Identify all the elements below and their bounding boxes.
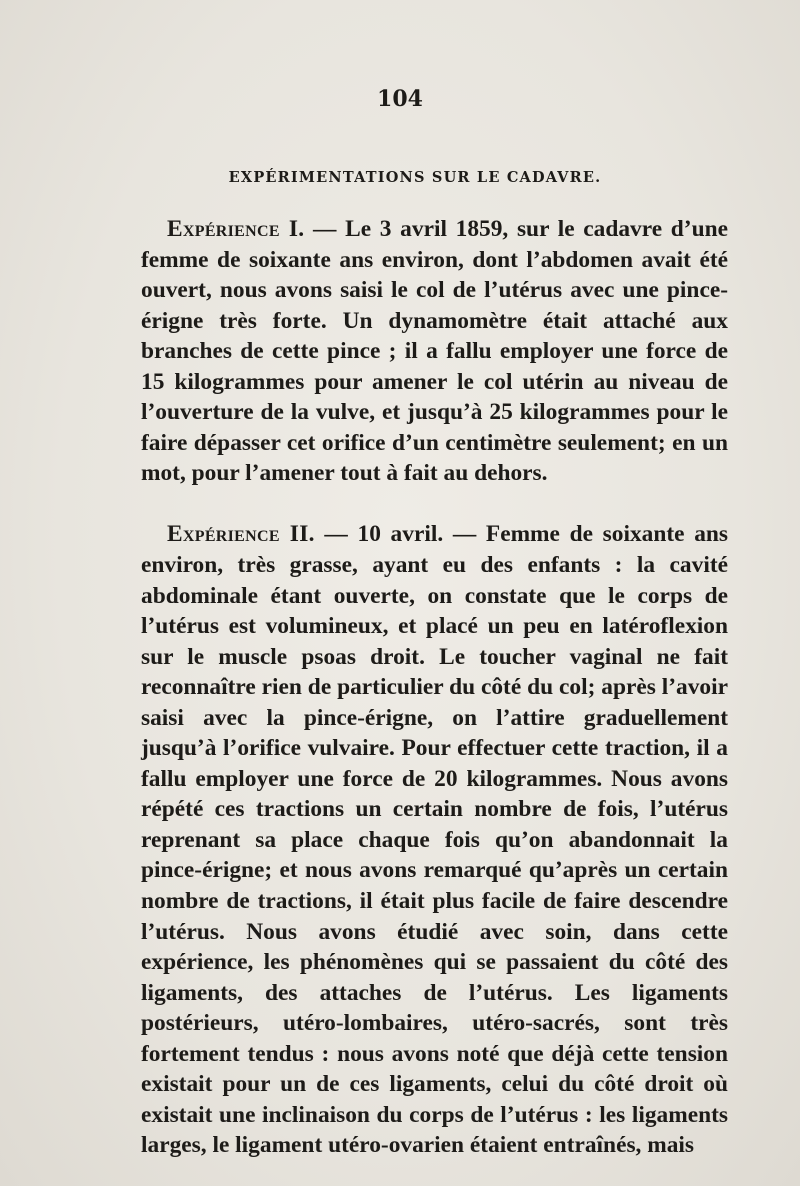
paragraph-text: — 10 avril. — Femme de soixante ans environ, très grasse, ayant eu des enfants : la cavité abdominale étant ouverte, on constate que le corps de l’utérus est volumineux, et placé un peu en latéroflexion sur le muscle psoas droit. Le toucher vaginal ne fait reconnaître rien de particulier du côté du col; après l’avoir saisi avec la pince-érigne, on l’attire graduellement jusqu’à l’orifice vulvaire. Pour effectuer cette traction, il a fallu employer une force de 20 kilogrammes. Nous avons répété ces tractions un certain nombre de fois, l’utérus reprenant sa place chaque fois qu’on abandonnait la pince-érigne; et nous avons remarqué qu’après un certain nombre de tractions, il était plus facile de faire descendre l’utérus. Nous avons étudié avec soin, dans cette expérience, les phénomènes qui se passaient du côté des ligaments, des attaches de l’utérus. Les ligaments postérieurs, utéro-lombaires, utéro-sacrés, sont très fortement tendus : nous avons noté que déjà cette tension existait pour un de ces ligaments, celui du côté droit où existait une inclinaison du corps de l’utérus : les ligaments larges, le ligament utéro-ovarien étaient entraînés, mais xyxy=(141,521,729,1159)
paragraph-experience-2 xyxy=(141,519,728,1160)
body-text xyxy=(141,214,728,1161)
paragraph-text: — Le 3 avril 1859, sur le cadavre d’une femme de soixante ans environ, dont l’abdomen avait été ouvert, nous avons saisi le col de l’utérus avec une pince-érigne très forte. Un dynamomètre était attaché aux branches de cette pince ; il a fallu employer une force de 15 kilogrammes pour amener le col utérin au niveau de l’ouverture de la vulve, et jusqu’à 25 kilogrammes pour le faire dépasser cet orifice d’un centimètre seulement; en un mot, pour l’amener tout à fait au dehors. xyxy=(141,216,728,487)
paragraph-experience-1 xyxy=(141,214,728,489)
section-title: EXPÉRIMENTATIONS SUR LE CADAVRE. xyxy=(228,169,602,186)
experience-heading: Expérience II. xyxy=(167,521,315,548)
experience-heading: Expérience I. xyxy=(167,216,305,242)
page-number: 104 xyxy=(377,86,423,112)
